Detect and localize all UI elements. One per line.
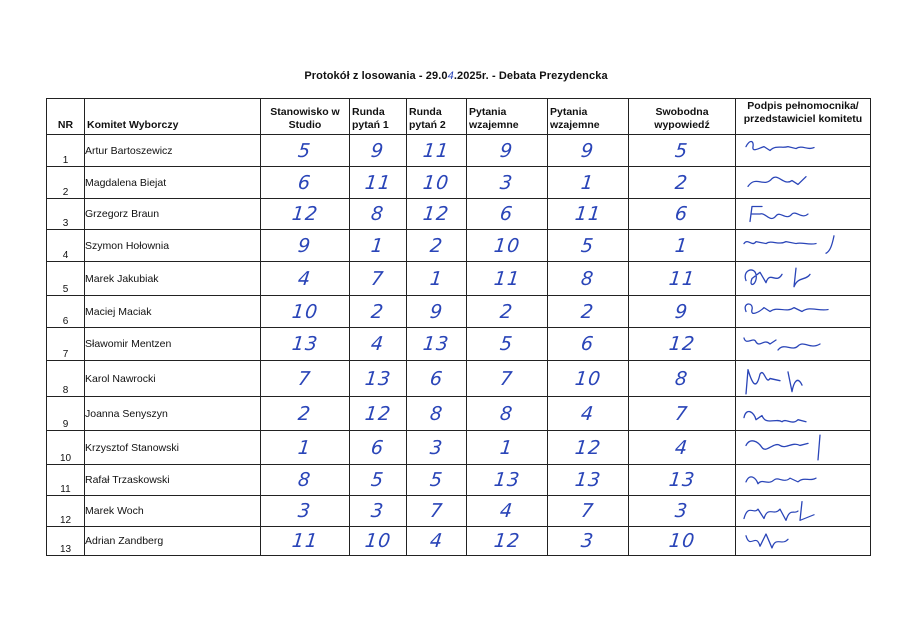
studio-position-value: 8 (261, 465, 350, 496)
signature-icon (736, 527, 870, 555)
signature-icon (736, 328, 870, 360)
question-round-1-value: 5 (350, 465, 407, 496)
studio-position-value: 1 (261, 431, 350, 465)
mutual-questions-1-value: 2 (467, 296, 548, 328)
committee-name: Krzysztof Stanowski (85, 431, 261, 465)
mutual-questions-1-value: 1 (467, 431, 548, 465)
signature-icon (736, 361, 870, 396)
signature-icon (736, 230, 870, 261)
studio-position-value: 12 (261, 199, 350, 230)
free-statement-value: 11 (629, 262, 736, 296)
table-row (47, 262, 871, 296)
mutual-questions-2-value: 13 (548, 465, 629, 496)
committee-name: Marek Jakubiak (85, 262, 261, 296)
signature-icon (736, 397, 870, 430)
question-round-2-value: 5 (407, 465, 467, 496)
header-committee: Komitet Wyborczy (85, 99, 261, 135)
row-number: 1 (47, 135, 85, 167)
table-row (47, 431, 871, 465)
signature-icon (736, 496, 870, 526)
drawing-protocol-table (46, 98, 871, 556)
representative-signature (736, 167, 871, 199)
mutual-questions-2-value: 1 (548, 167, 629, 199)
mutual-questions-2-value: 3 (548, 527, 629, 556)
committee-name: Magdalena Biejat (85, 167, 261, 199)
committee-name: Adrian Zandberg (85, 527, 261, 556)
signature-icon (736, 296, 870, 327)
mutual-questions-1-value: 9 (467, 135, 548, 167)
row-number: 2 (47, 167, 85, 199)
committee-name: Karol Nawrocki (85, 361, 261, 397)
committee-name: Sławomir Mentzen (85, 328, 261, 361)
committee-name: Maciej Maciak (85, 296, 261, 328)
mutual-questions-1-value: 7 (467, 361, 548, 397)
studio-position-value: 13 (261, 328, 350, 361)
question-round-2-value: 1 (407, 262, 467, 296)
question-round-2-value: 7 (407, 496, 467, 527)
representative-signature (736, 262, 871, 296)
committee-name: Joanna Senyszyn (85, 397, 261, 431)
studio-position-value: 10 (261, 296, 350, 328)
row-number: 7 (47, 328, 85, 361)
studio-position-value: 9 (261, 230, 350, 262)
header-signature: Podpis pełnomocnika/ przedstawiciel komitetu (736, 99, 871, 135)
representative-signature (736, 296, 871, 328)
table-row (47, 361, 871, 397)
table-row (47, 167, 871, 199)
question-round-2-value: 11 (407, 135, 467, 167)
header-studio-position: Stanowisko w Studio (261, 99, 350, 135)
row-number: 12 (47, 496, 85, 527)
free-statement-value: 2 (629, 167, 736, 199)
table-row (47, 328, 871, 361)
question-round-2-value: 8 (407, 397, 467, 431)
question-round-1-value: 3 (350, 496, 407, 527)
table-row (47, 199, 871, 230)
free-statement-value: 13 (629, 465, 736, 496)
signature-icon (736, 465, 870, 495)
table-row (47, 465, 871, 496)
header-free-statement: Swobodna wypowiedź (629, 99, 736, 135)
mutual-questions-1-value: 4 (467, 496, 548, 527)
mutual-questions-1-value: 3 (467, 167, 548, 199)
free-statement-value: 4 (629, 431, 736, 465)
free-statement-value: 10 (629, 527, 736, 556)
document-title (46, 70, 866, 82)
question-round-2-value: 13 (407, 328, 467, 361)
free-statement-value: 9 (629, 296, 736, 328)
row-number: 5 (47, 262, 85, 296)
representative-signature (736, 328, 871, 361)
header-question-round-2: Runda pytań 2 (407, 99, 467, 135)
question-round-1-value: 10 (350, 527, 407, 556)
question-round-2-value: 12 (407, 199, 467, 230)
question-round-1-value: 8 (350, 199, 407, 230)
mutual-questions-1-value: 13 (467, 465, 548, 496)
question-round-2-value: 9 (407, 296, 467, 328)
question-round-2-value: 2 (407, 230, 467, 262)
representative-signature (736, 496, 871, 527)
row-number: 4 (47, 230, 85, 262)
representative-signature (736, 199, 871, 230)
question-round-1-value: 4 (350, 328, 407, 361)
signature-icon (736, 431, 870, 464)
mutual-questions-1-value: 12 (467, 527, 548, 556)
row-number: 9 (47, 397, 85, 431)
table-row (47, 527, 871, 556)
row-number: 13 (47, 527, 85, 556)
committee-name: Grzegorz Braun (85, 199, 261, 230)
free-statement-value: 5 (629, 135, 736, 167)
row-number: 3 (47, 199, 85, 230)
row-number: 10 (47, 431, 85, 465)
mutual-questions-2-value: 11 (548, 199, 629, 230)
free-statement-value: 3 (629, 496, 736, 527)
studio-position-value: 11 (261, 527, 350, 556)
mutual-questions-1-value: 10 (467, 230, 548, 262)
mutual-questions-2-value: 5 (548, 230, 629, 262)
row-number: 6 (47, 296, 85, 328)
studio-position-value: 3 (261, 496, 350, 527)
free-statement-value: 6 (629, 199, 736, 230)
mutual-questions-2-value: 4 (548, 397, 629, 431)
question-round-2-value: 10 (407, 167, 467, 199)
question-round-2-value: 6 (407, 361, 467, 397)
mutual-questions-1-value: 6 (467, 199, 548, 230)
free-statement-value: 8 (629, 361, 736, 397)
mutual-questions-2-value: 12 (548, 431, 629, 465)
table-header-row (47, 99, 871, 135)
header-mutual-questions-1: Pytania wzajemne (467, 99, 548, 135)
representative-signature (736, 431, 871, 465)
question-round-1-value: 2 (350, 296, 407, 328)
title-text-start: Protokół z losowania - 29.0 (304, 70, 448, 82)
representative-signature (736, 135, 871, 167)
header-mutual-questions-2: Pytania wzajemne (548, 99, 629, 135)
signature-icon (736, 135, 870, 166)
mutual-questions-2-value: 7 (548, 496, 629, 527)
committee-name: Rafał Trzaskowski (85, 465, 261, 496)
mutual-questions-2-value: 9 (548, 135, 629, 167)
signature-icon (736, 199, 870, 229)
mutual-questions-2-value: 6 (548, 328, 629, 361)
committee-name: Szymon Hołownia (85, 230, 261, 262)
question-round-1-value: 7 (350, 262, 407, 296)
representative-signature (736, 397, 871, 431)
question-round-1-value: 11 (350, 167, 407, 199)
question-round-1-value: 12 (350, 397, 407, 431)
mutual-questions-2-value: 2 (548, 296, 629, 328)
studio-position-value: 6 (261, 167, 350, 199)
mutual-questions-1-value: 8 (467, 397, 548, 431)
free-statement-value: 12 (629, 328, 736, 361)
question-round-2-value: 3 (407, 431, 467, 465)
table-row (47, 230, 871, 262)
row-number: 8 (47, 361, 85, 397)
free-statement-value: 1 (629, 230, 736, 262)
question-round-1-value: 13 (350, 361, 407, 397)
free-statement-value: 7 (629, 397, 736, 431)
question-round-1-value: 9 (350, 135, 407, 167)
signature-icon (736, 262, 870, 295)
table-body (47, 135, 871, 556)
signature-icon (736, 167, 870, 198)
studio-position-value: 7 (261, 361, 350, 397)
mutual-questions-1-value: 5 (467, 328, 548, 361)
representative-signature (736, 230, 871, 262)
studio-position-value: 5 (261, 135, 350, 167)
mutual-questions-2-value: 10 (548, 361, 629, 397)
studio-position-value: 4 (261, 262, 350, 296)
header-nr: NR (47, 99, 85, 135)
committee-name: Marek Woch (85, 496, 261, 527)
studio-position-value: 2 (261, 397, 350, 431)
mutual-questions-1-value: 11 (467, 262, 548, 296)
mutual-questions-2-value: 8 (548, 262, 629, 296)
title-text-end: .2025r. - Debata Prezydencka (453, 70, 608, 82)
representative-signature (736, 465, 871, 496)
table-row (47, 397, 871, 431)
representative-signature (736, 361, 871, 397)
question-round-2-value: 4 (407, 527, 467, 556)
representative-signature (736, 527, 871, 556)
table-row (47, 135, 871, 167)
handwritten-date-correction: 4 (447, 70, 454, 82)
committee-name: Artur Bartoszewicz (85, 135, 261, 167)
row-number: 11 (47, 465, 85, 496)
question-round-1-value: 1 (350, 230, 407, 262)
header-question-round-1: Runda pytań 1 (350, 99, 407, 135)
table-row (47, 296, 871, 328)
question-round-1-value: 6 (350, 431, 407, 465)
table-row (47, 496, 871, 527)
